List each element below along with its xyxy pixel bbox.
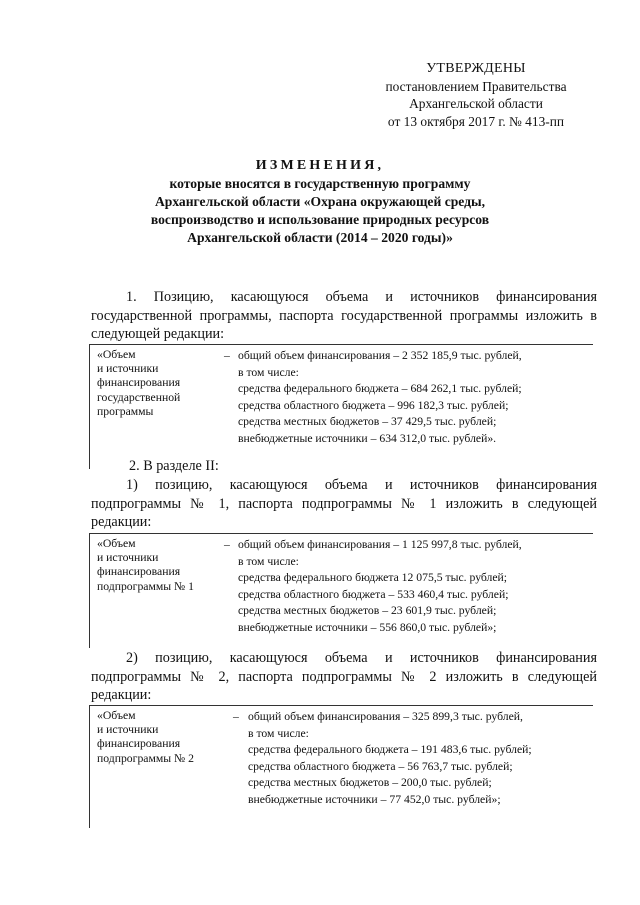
dash: – bbox=[224, 349, 230, 362]
including-label: в том числе: bbox=[238, 554, 299, 568]
regional-budget: средства областного бюджета – 533 460,4 тыс. рублей; bbox=[238, 587, 509, 601]
funding-block-subprogram-2 bbox=[89, 705, 593, 828]
paragraph-2-item-1: 1) позицию, касающуюся объема и источников финансирования подпрограммы № 1, паспорта подпрограммы № 1 изложить в следующей редакции: bbox=[91, 477, 597, 530]
funding-block-values bbox=[248, 709, 532, 809]
funding-block-subprogram-1 bbox=[89, 533, 593, 648]
approval-line: Архангельской области bbox=[409, 96, 543, 112]
funding-block-label: «Объем и источники финансирования подпрограммы № 1 bbox=[97, 537, 194, 593]
funding-block-program bbox=[89, 344, 593, 469]
regional-budget: средства областного бюджета – 996 182,3 тыс. рублей; bbox=[238, 398, 509, 412]
dash: – bbox=[224, 538, 230, 551]
extra-budgetary: внебюджетные источники – 634 312,0 тыс. рублей». bbox=[238, 431, 497, 445]
including-label: в том числе: bbox=[238, 365, 299, 379]
including-label: в том числе: bbox=[248, 726, 309, 740]
regional-budget: средства областного бюджета – 56 763,7 тыс. рублей; bbox=[248, 759, 513, 773]
title-line: воспроизводство и использование природных ресурсов bbox=[150, 212, 490, 227]
extra-budgetary: внебюджетные источники – 77 452,0 тыс. рублей»; bbox=[248, 792, 501, 806]
approval-stamp bbox=[360, 60, 592, 130]
total-funding: общий объем финансирования – 325 899,3 тыс. рублей, bbox=[248, 710, 523, 723]
federal-budget: средства федерального бюджета – 684 262,1 тыс. рублей; bbox=[238, 382, 522, 396]
approval-date-line: от 13 октября 2017 г. № 413-пп bbox=[387, 113, 565, 129]
total-funding: общий объем финансирования – 2 352 185,9 тыс. рублей, bbox=[238, 349, 522, 362]
title-heading: ИЗМЕНЕНИЯ, bbox=[255, 158, 385, 173]
local-budget: средства местных бюджетов – 37 429,5 тыс. рублей; bbox=[238, 415, 497, 429]
paragraph-2-heading: 2. В разделе II: bbox=[129, 458, 219, 474]
funding-block-label: «Объем и источники финансирования государственной программы bbox=[97, 348, 181, 418]
dash: – bbox=[233, 710, 239, 723]
title-line: которые вносятся в государственную программу bbox=[169, 176, 471, 191]
title-line: Архангельской области «Охрана окружающей среды, bbox=[154, 194, 486, 209]
approval-heading: УТВЕРЖДЕНЫ bbox=[426, 61, 526, 76]
extra-budgetary: внебюджетные источники – 556 860,0 тыс. рублей»; bbox=[238, 620, 497, 634]
paragraph-3: 2) позицию, касающуюся объема и источников финансирования подпрограммы № 2, паспорта подпрограммы № 2 изложить в следующей редакции: bbox=[91, 650, 597, 703]
document-title bbox=[90, 157, 550, 247]
local-budget: средства местных бюджетов – 200,0 тыс. рублей; bbox=[248, 776, 492, 790]
local-budget: средства местных бюджетов – 23 601,9 тыс. рублей; bbox=[238, 604, 497, 618]
federal-budget: средства федерального бюджета – 191 483,6 тыс. рублей; bbox=[248, 743, 532, 757]
paragraph-1: 1. Позицию, касающуюся объема и источников финансирования государственной программы, паспорта государственной программы изложить в следующей редакции: bbox=[91, 289, 597, 342]
funding-block-label: «Объем и источники финансирования подпрограммы № 2 bbox=[97, 709, 194, 765]
total-funding: общий объем финансирования – 1 125 997,8 тыс. рублей, bbox=[238, 538, 522, 551]
title-line: Архангельской области (2014 – 2020 годы)» bbox=[187, 230, 453, 245]
funding-block-values bbox=[238, 348, 522, 448]
funding-block-values bbox=[238, 537, 522, 637]
federal-budget: средства федерального бюджета 12 075,5 тыс. рублей; bbox=[238, 571, 508, 585]
approval-line: постановлением Правительства bbox=[385, 78, 567, 94]
